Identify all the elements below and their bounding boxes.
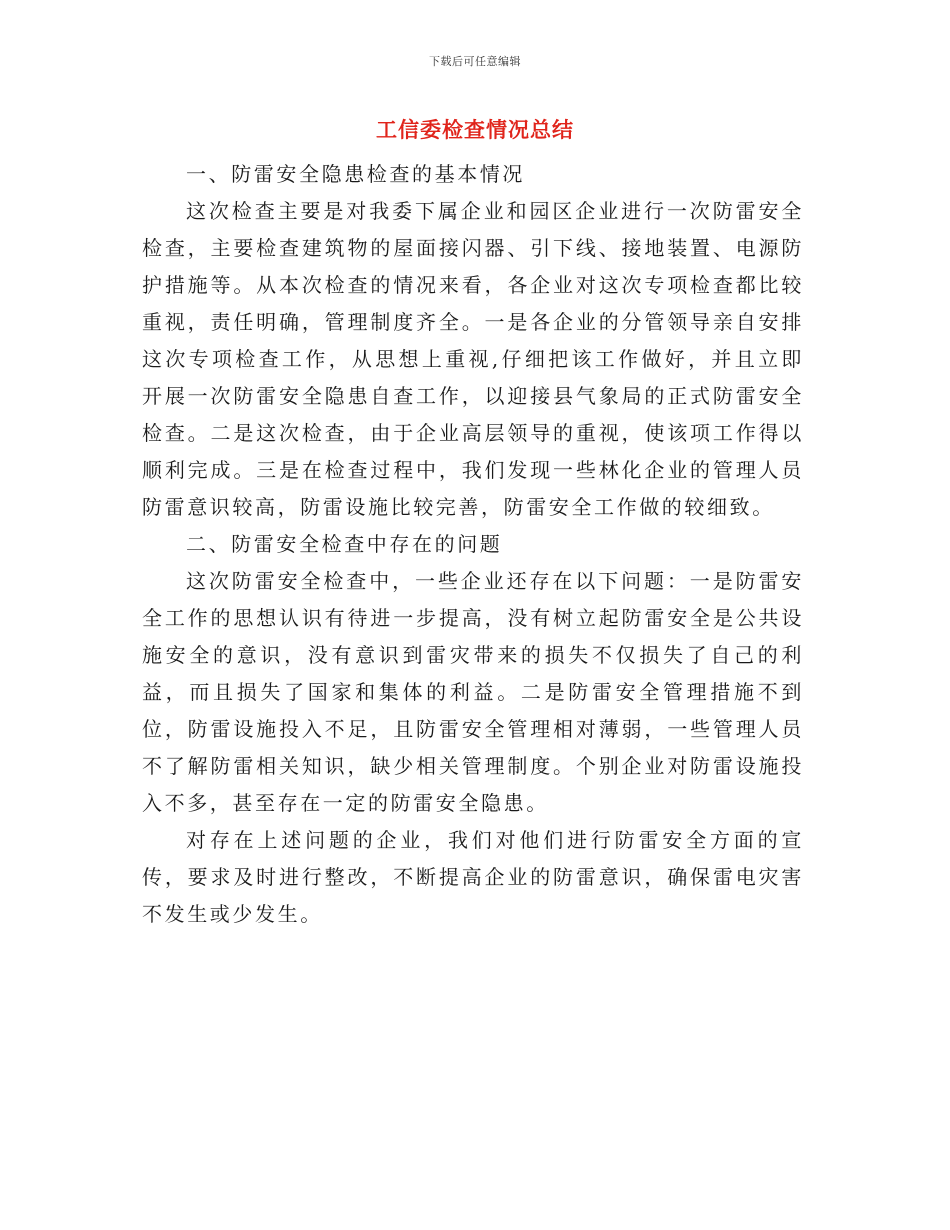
body-paragraph-3: 对存在上述问题的企业，我们对他们进行防雷安全方面的宣传，要求及时进行整改，不断提高企业的防雷意识，确保雷电灾害不发生或少发生。	[142, 828, 804, 926]
header-note: 下载后可任意编辑	[429, 55, 521, 68]
section-heading-2: 二、防雷安全检查中存在的问题	[186, 532, 503, 556]
document-body	[142, 156, 804, 933]
section-heading-1: 一、防雷安全隐患检查的基本情况	[186, 162, 525, 186]
document-title: 工信委检查情况总结	[376, 117, 574, 142]
body-paragraph-2: 这次防雷安全检查中，一些企业还存在以下问题：一是防雷安全工作的思想认识有待进一步提高，没有树立起防雷安全是公共设施安全的意识，没有意识到雷灾带来的损失不仅损失了自己的利益，而且损失了国家和集体的利益。二是防雷安全管理措施不到位，防雷设施投入不足，且防雷安全管理相对薄弱，一些管理人员不了解防雷相关知识，缺少相关管理制度。个别企业对防雷设施投入不多，甚至存在一定的防雷安全隐患。	[142, 569, 804, 815]
body-paragraph-1: 这次检查主要是对我委下属企业和园区企业进行一次防雷安全检查，主要检查建筑物的屋面接闪器、引下线、接地装置、电源防护措施等。从本次检查的情况来看，各企业对这次专项检查都比较重视，责任明确，管理制度齐全。一是各企业的分管领导亲自安排这次专项检查工作，从思想上重视,仔细把该工作做好，并且立即开展一次防雷安全隐患自查工作，以迎接县气象局的正式防雷安全检查。二是这次检查，由于企业高层领导的重视，使该项工作得以顺利完成。三是在检查过程中，我们发现一些林化企业的管理人员防雷意识较高，防雷设施比较完善，防雷安全工作做的较细致。	[142, 199, 804, 519]
